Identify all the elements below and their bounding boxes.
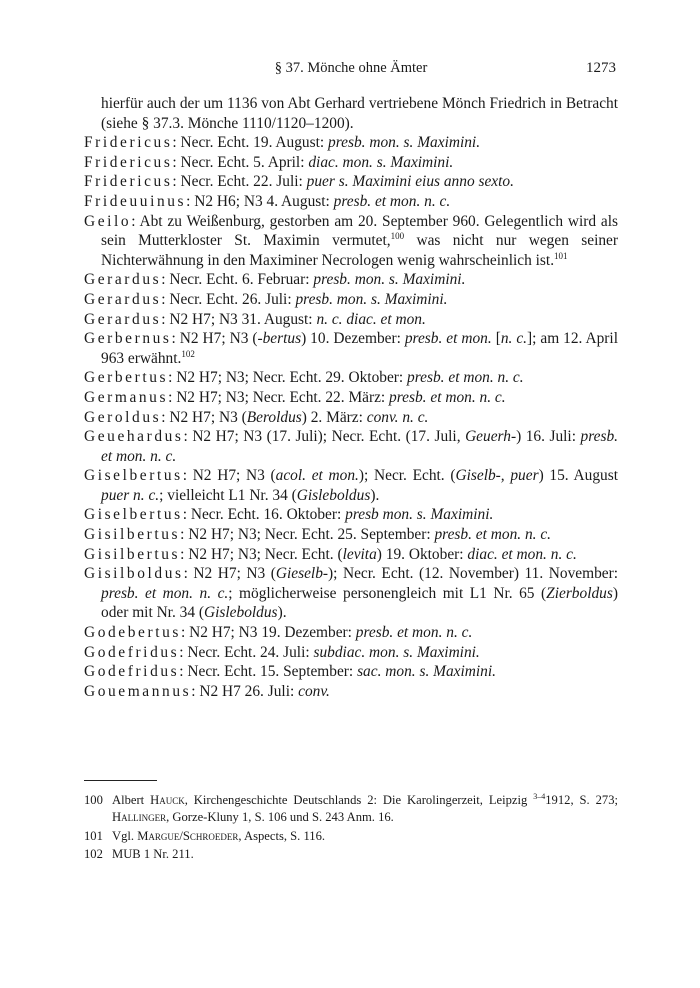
list-item: Geuehardus: N2 H7; N3 (17. Juli); Necr. Echt. (17. Juli, Geuerh-) 16. Juli: presb. et mon. n. c. bbox=[84, 428, 618, 465]
running-head bbox=[84, 60, 618, 80]
list-item: Gerardus: N2 H7; N3 31. August: n. c. diac. et mon. bbox=[84, 310, 426, 328]
list-item: Gerbertus: N2 H7; N3; Necr. Echt. 29. Oktober: presb. et mon. n. c. bbox=[84, 369, 524, 387]
page-number: 1273 bbox=[586, 60, 616, 76]
footnote-number: 100 bbox=[84, 793, 103, 807]
footnote-number: 101 bbox=[84, 828, 103, 843]
footnote-divider bbox=[84, 780, 157, 781]
list-item: Godefridus: Necr. Echt. 15. September: sac. mon. s. Maximini. bbox=[84, 663, 496, 681]
list-item: Giselbertus: Necr. Echt. 16. Oktober: presb mon. s. Maximini. bbox=[84, 506, 494, 524]
list-item: Gerbernus: N2 H7; N3 (-bertus) 10. Dezember: presb. et mon. [n. c.]; am 12. April 963 erwähnt.$^{102}$ bbox=[84, 330, 618, 367]
list-item: Geilo: Abt zu Weißenburg, gestorben am 20. September 960. Gelegentlich wird als sein Mutterkloster St. Maximin vermutet,$^{100}$ was nicht nur wegen seiner Nichterwähnung in den Maximiner Necrologen wenig wahrscheinlich ist.$^{101}$ bbox=[84, 212, 618, 269]
footnote-100: 100 Albert Hauck, Kirchengeschichte Deutschlands 2: Die Karolingerzeit, Leipzig $^{3-4}$1912, S. 273; Hallinger, Gorze-Kluny 1, S. 106 und S. 243 Anm. 16. bbox=[84, 791, 618, 824]
list-item: Geroldus: N2 H7; N3 (Beroldus) 2. März: conv. n. c. bbox=[84, 408, 429, 426]
list-item: Gisilbertus: N2 H7; N3; Necr. Echt. 25. September: presb. et mon. n. c. bbox=[84, 526, 552, 544]
footnote-ref: 100 bbox=[390, 231, 405, 242]
section-title: § 37. Mönche ohne Ämter bbox=[274, 60, 428, 76]
list-item: Godebertus: N2 H7; N3 19. Dezember: presb. et mon. n. c. bbox=[84, 624, 473, 642]
list-item: Fridericus: Necr. Echt. 5. April: diac. mon. s. Maximini. bbox=[84, 153, 454, 171]
footnote-ref: 102 bbox=[181, 348, 195, 359]
list-item: Giselbertus: N2 H7; N3 (acol. et mon.); Necr. Echt. (Giselb-, puer) 15. August puer n. c.; vielleicht L1 Nr. 34 (Gisleboldus). bbox=[84, 467, 618, 504]
footnote-ref: 101 bbox=[554, 250, 568, 261]
main-text bbox=[84, 94, 618, 701]
list-item: Gisilbertus: N2 H7; N3; Necr. Echt. (levita) 19. Oktober: diac. et mon. n. c. bbox=[84, 545, 577, 563]
list-item: Germanus: N2 H7; N3; Necr. Echt. 22. März: presb. et mon. n. c. bbox=[84, 388, 506, 406]
intro-paragraph: hierfür auch der um 1136 von Abt Gerhard vertriebene Mönch Friedrich in Betracht (siehe § 37.3. Mönche 1110/1120–1200). bbox=[101, 95, 618, 132]
list-item: Fridericus: Necr. Echt. 22. Juli: puer s. Maximini eius anno sexto. bbox=[84, 173, 514, 191]
list-item: Gerardus: Necr. Echt. 6. Februar: presb. mon. s. Maximini. bbox=[84, 271, 466, 289]
list-item: Frideuuinus: N2 H6; N3 4. August: presb. et mon. n. c. bbox=[84, 192, 451, 210]
list-item: Gouemannus: N2 H7 26. Juli: conv. bbox=[84, 682, 330, 700]
footnote-number: 102 bbox=[84, 847, 103, 862]
footnotes bbox=[84, 792, 618, 865]
list-item: Gerardus: Necr. Echt. 26. Juli: presb. mon. s. Maximini. bbox=[84, 290, 448, 308]
list-item: Godefridus: Necr. Echt. 24. Juli: subdiac. mon. s. Maximini. bbox=[84, 643, 480, 661]
list-item: Fridericus: Necr. Echt. 19. August: presb. mon. s. Maximini. bbox=[84, 134, 481, 152]
footnote-101: 101 Vgl. Margue/Schroeder, Aspects, S. 116. bbox=[84, 828, 326, 843]
list-item: Gisilboldus: N2 H7; N3 (Gieselb-); Necr. Echt. (12. November) 11. November: presb. et mon. n. c.; möglicherweise personengleich mit L1 Nr. 65 (Zierboldus) oder mit Nr. 34 (Gisleboldus). bbox=[84, 565, 618, 622]
footnote-102: 102 MUB 1 Nr. 211. bbox=[84, 847, 194, 862]
